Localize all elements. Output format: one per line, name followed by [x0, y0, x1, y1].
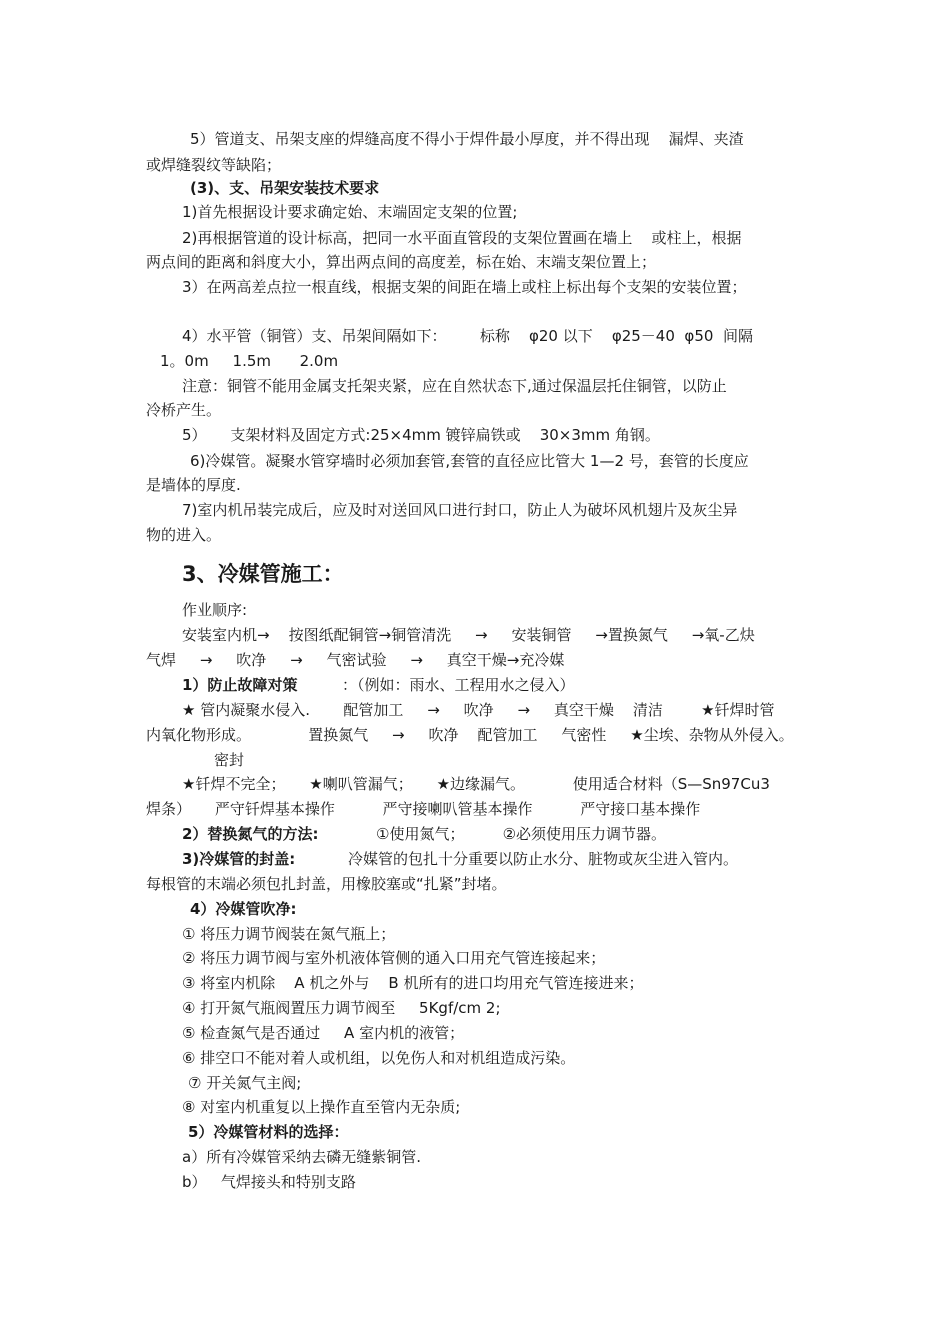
text-line: 物的进入。 [146, 526, 222, 544]
subheading: (3)、支、吊架安装技术要求 [190, 179, 380, 197]
subheading: 3)冷媒管的封盖: [182, 850, 296, 868]
text-line: ★钎焊不完全； ★喇叭管漏气； ★边缘漏气。 使用适合材料（S—Sn97Cu3 [182, 775, 770, 793]
text-line: 两点间的距离和斜度大小，算出两点间的高度差，标在始、末端支架位置上； [146, 253, 657, 271]
text-line: 每根管的末端必须包扎封盖，用橡胶塞或“扎紧”封堵。 [146, 875, 507, 893]
list-item: ⑥ 排空口不能对着人或机组，以免伤人和对机组造成污染。 [182, 1049, 576, 1067]
list-item: ② 将压力调节阀与室外机液体管侧的通入口用充气管连接起来； [182, 949, 606, 967]
text-line: 安装室内机→ 按图纸配铜管→铜管清洗 → 安装铜管 →置换氮气 →氧-乙炔 [182, 626, 755, 644]
text-line: 注意：铜管不能用金属支托架夹紧，应在自然状态下,通过保温层托住铜管，以防止 [182, 377, 727, 395]
text-line: 作业顺序: [182, 601, 248, 619]
text-line: 或焊缝裂纹等缺陷； [146, 156, 282, 174]
text-line: ：（例如：雨水、工程用水之侵入） [342, 676, 575, 694]
text-line: 密封 [214, 751, 245, 769]
text-line: 1。0m 1.5m 2.0m [160, 352, 339, 370]
text-line: ①使用氮气； ②必须使用压力调节器。 [376, 825, 667, 843]
list-item: b） 气焊接头和特别支路 [182, 1173, 356, 1191]
text-line: 3）在两高差点拉一根直线，根据支架的间距在墙上或柱上标出每个支架的安装位置； [182, 278, 747, 296]
list-item: ⑤ 检查氮气是否通过 A 室内机的液管； [182, 1024, 465, 1042]
text-line: 5）管道支、吊架支座的焊缝高度不得小于焊件最小厚度，并不得出现 漏焊、夹渣 [190, 130, 744, 148]
subheading: 1）防止故障对策 [182, 676, 298, 694]
list-item: a）所有冷媒管采纳去磷无缝紫铜管. [182, 1148, 421, 1166]
text-line: 7)室内机吊装完成后，应及时对送回风口进行封口，防止人为破坏风机翅片及灰尘异 [182, 501, 738, 519]
text-line: 是墙体的厚度. [146, 476, 241, 494]
list-item: ⑧ 对室内机重复以上操作直至管内无杂质; [182, 1098, 461, 1116]
text-line: 4）水平管（铜管）支、吊架间隔如下： 标称 φ20 以下 φ25－40 φ50 间隔 [182, 327, 753, 345]
section-heading: 3、冷媒管施工： [182, 562, 344, 586]
subheading: 2）替换氮气的方法: [182, 825, 319, 843]
subheading: 4）冷媒管吹净: [190, 900, 297, 918]
text-line: 2)再根据管道的设计标高，把同一水平面直管段的支架位置画在墙上 或柱上，根据 [182, 229, 742, 247]
text-line: 6)冷媒管。凝聚水管穿墙时必须加套管,套管的直径应比管大 1—2 号，套管的长度应 [190, 452, 749, 470]
text-line: 内氧化物形成。 置换氮气 → 吹净 配管加工 气密性 ★尘埃、杂物从外侵入。 [146, 726, 794, 744]
text-line: 焊条） 严守钎焊基本操作 严守接喇叭管基本操作 严守接口基本操作 [146, 800, 701, 818]
text-line: 冷媒管的包扎十分重要以防止水分、脏物或灰尘进入管内。 [348, 850, 739, 868]
text-line: 1)首先根据设计要求确定始、末端固定支架的位置; [182, 203, 518, 221]
text-line: 气焊 → 吹净 → 气密试验 → 真空干燥→充冷媒 [146, 651, 565, 669]
list-item: ① 将压力调节阀装在氮气瓶上； [182, 925, 396, 943]
text-line: 5） 支架材料及固定方式:25×4mm 镀锌扁铁或 30×3mm 角钢。 [182, 426, 660, 444]
text-line: 冷桥产生。 [146, 401, 222, 419]
list-item: ④ 打开氮气瓶阀置压力调节阀至 5Kgf/cm 2; [182, 999, 501, 1017]
subheading: 5）冷媒管材料的选择： [188, 1123, 349, 1141]
text-line: ★ 管内凝聚水侵入. 配管加工 → 吹净 → 真空干燥 清洁 ★钎焊时管 [182, 701, 775, 719]
list-item: ③ 将室内机除 A 机之外与 B 机所有的进口均用充气管连接进来； [182, 974, 644, 992]
list-item: ⑦ 开关氮气主阀; [188, 1074, 302, 1092]
